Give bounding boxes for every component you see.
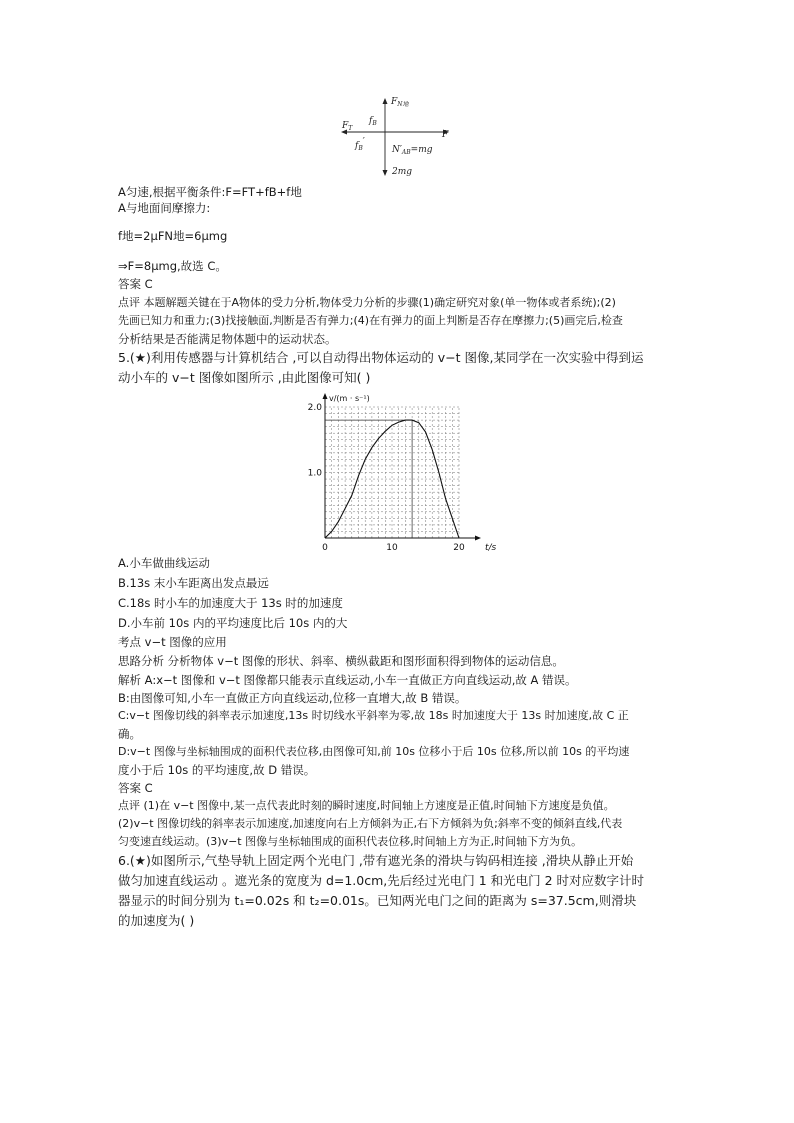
y-axis-label: v/(m · s⁻¹) <box>329 394 370 403</box>
force-diagram <box>335 92 465 182</box>
f-label: F <box>442 130 449 140</box>
vt-chart <box>300 390 500 560</box>
text-line: B:由图像可知,小车一直做正方向直线运动,位移一直增大,故 B 错误。 <box>118 691 467 705</box>
fb-label: $f_B$ <box>369 116 377 127</box>
text-line: 思路分析 分析物体 v−t 图像的形状、斜率、横纵截距和图形面积得到物体的运动信息。 <box>118 654 564 668</box>
text-line: 匀变速直线运动。(3)v−t 图像与坐标轴围成的面积代表位移,时间轴上方为正,时间轴下方为负。 <box>118 835 583 848</box>
text-line: 先画已知力和重力;(3)找接触面,判断是否有弹力;(4)在有弹力的面上判断是否存在摩擦力;(5)画完后,检查 <box>118 314 623 327</box>
text-line: 答案 C <box>118 277 153 291</box>
y-tick-label: 2.0 <box>307 403 322 413</box>
option-b: B.13s 末小车距离出发点最远 <box>118 576 269 590</box>
text-line: 度小于后 10s 的平均速度,故 D 错误。 <box>118 763 316 777</box>
text-line: 点评 (1)在 v−t 图像中,某一点代表此时刻的瞬时速度,时间轴上方速度是正值,时间轴下方速度是负值。 <box>118 799 615 812</box>
question-6-line: 的加速度为( ) <box>118 913 195 928</box>
text-line: D:v−t 图像与坐标轴围成的面积代表位移,由图像可知,前 10s 位移小于后 10s 位移,所以前 10s 的平均速 <box>118 745 630 758</box>
fn-ground-label: $F_{N地}$ <box>391 97 409 108</box>
y-tick-label: 1.0 <box>307 468 322 479</box>
question-5-line: 5.(★)利用传感器与计算机结合 ,可以自动得出物体运动的 v−t 图像,某同学在一次实验中得到运 <box>118 350 644 365</box>
x-tick-label: 0 <box>322 543 328 553</box>
ft-label: $F_T$ <box>342 121 353 132</box>
text-line: f地=2μFN地=6μmg <box>118 229 228 243</box>
y-axis-arrow <box>323 393 328 399</box>
text-line: 分析结果是否能满足物体题中的运动状态。 <box>118 332 337 346</box>
option-c: C.18s 时小车的加速度大于 13s 时的加速度 <box>118 596 343 610</box>
question-5-line: 动小车的 v−t 图像如图所示 ,由此图像可知( ) <box>118 370 371 385</box>
text-line: 答案 C <box>118 781 153 795</box>
text-line: ⇒F=8μmg,故选 C。 <box>118 259 227 273</box>
question-6-line: 器显示的时间分别为 t₁=0.02s 和 t₂=0.01s。已知两光电门之间的距离为 s=37.5cm,则滑块 <box>118 893 637 908</box>
text-line: A与地面间摩擦力: <box>118 201 211 215</box>
question-6-line: 6.(★)如图所示,气垫导轨上固定两个光电门 ,带有遮光条的滑块与钩码相连接 ,滑块从静止开始 <box>118 853 634 868</box>
question-6-line: 做匀加速直线运动 。遮光条的宽度为 d=1.0cm,先后经过光电门 1 和光电门 2 时对应数字计时 <box>118 873 645 888</box>
x-tick-label: 20 <box>453 543 465 553</box>
two-mg-label: 2mg <box>392 167 413 177</box>
text-line: A匀速,根据平衡条件:F=FT+fB+f地 <box>118 185 302 199</box>
text-line: 确。 <box>118 727 141 741</box>
x-axis-label: t/s <box>485 543 497 553</box>
x-tick-label: 10 <box>386 543 398 553</box>
text-line: 考点 v−t 图像的应用 <box>118 635 227 649</box>
fb-prime-label: $f_B'$ <box>355 137 365 152</box>
option-a: A.小车做曲线运动 <box>118 556 210 570</box>
text-line: 解析 A:x−t 图像和 v−t 图像都只能表示直线运动,小车一直做正方向直线运动,故 A 错误。 <box>118 673 577 687</box>
n-ab-label: $N'_{AB}=mg$ <box>392 145 433 156</box>
option-d: D.小车前 10s 内的平均速度比后 10s 内的大 <box>118 616 348 630</box>
x-axis-arrow <box>475 536 481 541</box>
text-line: (2)v−t 图像切线的斜率表示加速度,加速度向右上方倾斜为正,右下方倾斜为负;斜率不变的倾斜直线,代表 <box>118 817 623 830</box>
text-line: C:v−t 图像切线的斜率表示加速度,13s 时切线水平斜率为零,故 18s 时加速度大于 13s 时加速度,故 C 正 <box>118 709 629 722</box>
text-line: 点评 本题解题关键在于A物体的受力分析,物体受力分析的步骤(1)确定研究对象(单一物体或者系统);(2) <box>118 296 616 309</box>
